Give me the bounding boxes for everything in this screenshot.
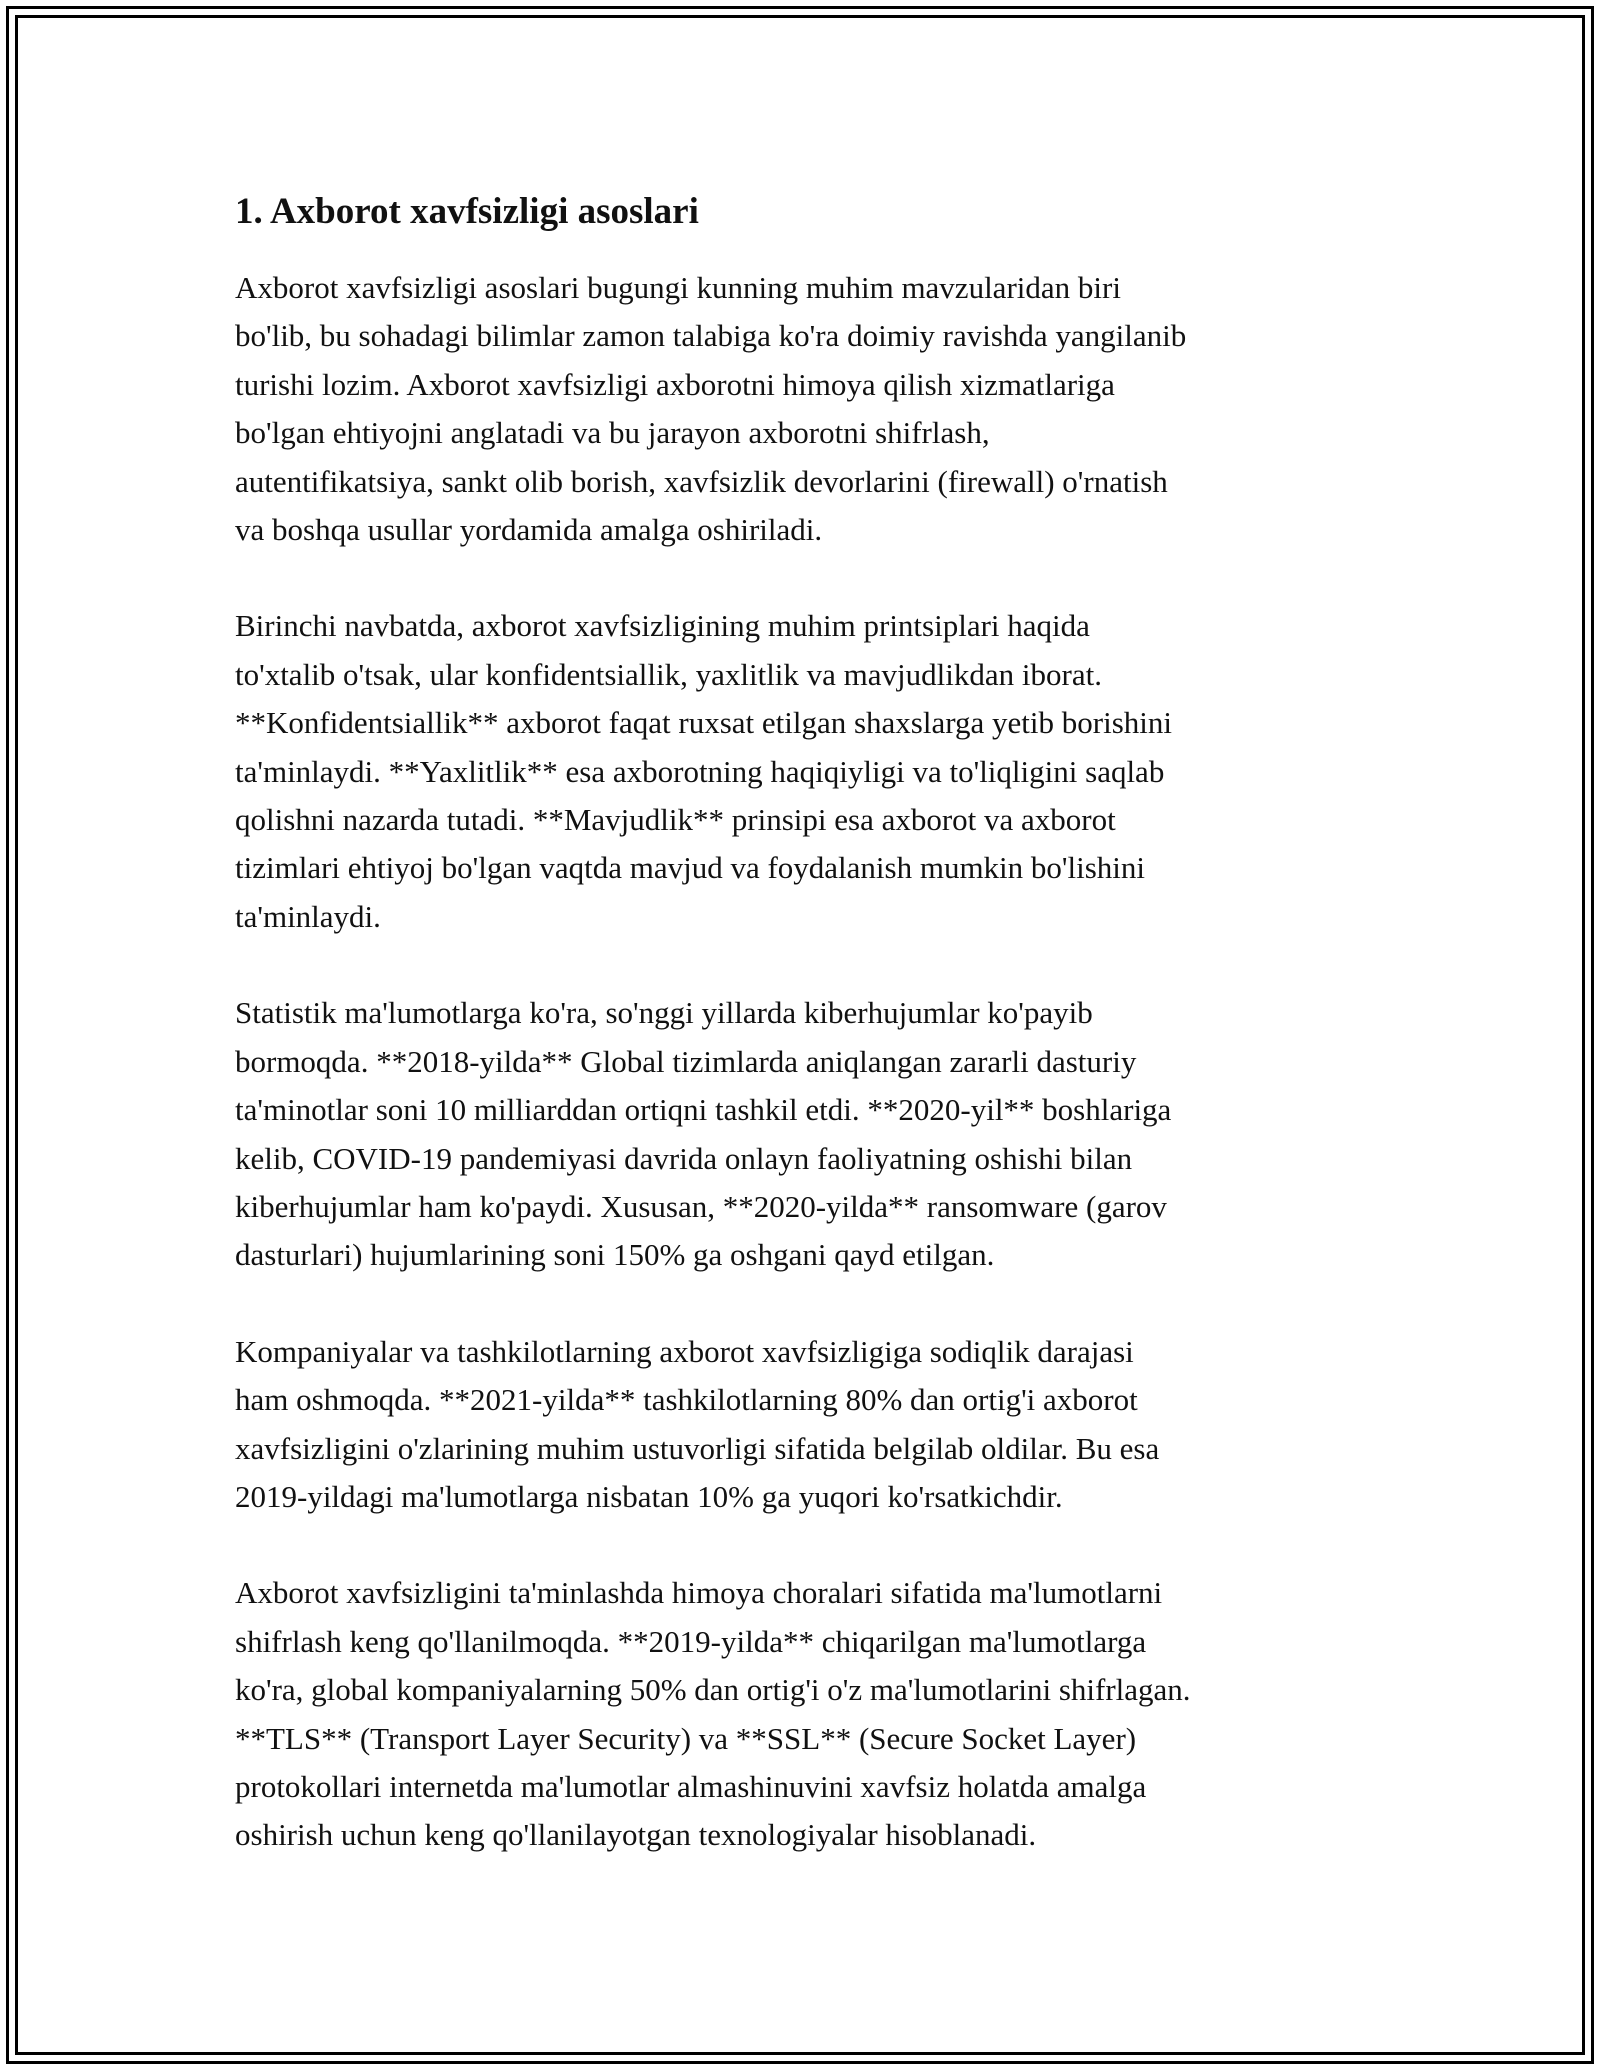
paragraph	[235, 602, 1365, 941]
paragraph-line: ta'minotlar soni 10 milliarddan ortiqni tashkil etdi. **2020-yil** boshlariga	[235, 1092, 1172, 1128]
paragraph-line: turishi lozim. Axborot xavfsizligi axborotni himoya qilish xizmatlariga	[235, 366, 1115, 402]
paragraph-line: xavfsizligini o'zlarining muhim ustuvorligi sifatida belgilab oldilar. Bu esa	[235, 1430, 1160, 1466]
paragraph-line: Birinchi navbatda, axborot xavfsizligining muhim printsiplari haqida	[235, 608, 1090, 644]
paragraph-line: Axborot xavfsizligi asoslari bugungi kunning muhim mavzularidan biri	[235, 270, 1121, 305]
paragraph-line: dasturlari) hujumlarining soni 150% ga oshgani qayd etilgan.	[235, 1237, 995, 1273]
paragraph-line: Statistik ma'lumotlarga ko'ra, so'nggi yillarda kiberhujumlar ko'payib	[235, 995, 1093, 1031]
paragraph-line: ham oshmoqda. **2021-yilda** tashkilotlarning 80% dan ortig'i axborot	[235, 1382, 1138, 1418]
paragraph	[235, 1569, 1365, 1859]
paragraph-line: bo'lgan ehtiyojni anglatadi va bu jarayon axborotni shifrlash,	[235, 415, 990, 451]
document-body	[235, 186, 1365, 1908]
paragraph-line: ko'ra, global kompaniyalarning 50% dan ortig'i o'z ma'lumotlarini shifrlagan.	[235, 1672, 1191, 1708]
paragraph-line: bormoqda. **2018-yilda** Global tizimlarda aniqlangan zararli dasturiy	[235, 1043, 1137, 1079]
paragraph	[235, 264, 1365, 554]
paragraph-line: **Konfidentsiallik** axborot faqat ruxsat etilgan shaxslarga yetib borishini	[235, 705, 1172, 741]
paragraph-line: bo'lib, bu sohadagi bilimlar zamon talabiga ko'ra doimiy ravishda yangilanib	[235, 318, 1187, 354]
paragraph-line: protokollari internetda ma'lumotlar almashinuvini xavfsiz holatda amalga	[235, 1768, 1147, 1804]
section-heading: 1. Axborot xavfsizligi asoslari	[235, 191, 699, 232]
paragraph-line: kiberhujumlar ham ko'paydi. Xususan, **2020-yilda** ransomware (garov	[235, 1188, 1167, 1224]
paragraph-line: Axborot xavfsizligini ta'minlashda himoya choralari sifatida ma'lumotlarni	[235, 1575, 1163, 1611]
paragraph-line: **TLS** (Transport Layer Security) va **SSL** (Secure Socket Layer)	[235, 1720, 1137, 1756]
paragraph-line: ta'minlaydi.	[235, 898, 381, 934]
paragraph-line: 2019-yildagi ma'lumotlarga nisbatan 10% ga yuqori ko'rsatkichdir.	[235, 1478, 1063, 1514]
paragraph-line: autentifikatsiya, sankt olib borish, xavfsizlik devorlarini (firewall) o'rnatish	[235, 463, 1168, 499]
paragraph	[235, 1328, 1365, 1522]
paragraph-line: shifrlash keng qo'llanilmoqda. **2019-yilda** chiqarilgan ma'lumotlarga	[235, 1623, 1147, 1659]
paragraph	[235, 989, 1365, 1279]
paragraph-line: va boshqa usullar yordamida amalga oshiriladi.	[235, 512, 823, 548]
paragraph-list	[235, 264, 1365, 1860]
paragraph-line: Kompaniyalar va tashkilotlarning axborot xavfsizligiga sodiqlik darajasi	[235, 1333, 1134, 1369]
paragraph-line: oshirish uchun keng qo'llanilayotgan texnologiyalar hisoblanadi.	[235, 1817, 1037, 1853]
paragraph-line: ta'minlaydi. **Yaxlitlik** esa axborotning haqiqiyligi va to'liqligini saqlab	[235, 753, 1165, 789]
paragraph-line: to'xtalib o'tsak, ular konfidentsiallik, yaxlitlik va mavjudlikdan iborat.	[235, 656, 1102, 692]
paragraph-line: kelib, COVID-19 pandemiyasi davrida onlayn faoliyatning oshishi bilan	[235, 1140, 1133, 1176]
paragraph-line: qolishni nazarda tutadi. **Mavjudlik** prinsipi esa axborot va axborot	[235, 802, 1116, 838]
paragraph-line: tizimlari ehtiyoj bo'lgan vaqtda mavjud va foydalanish mumkin bo'lishini	[235, 850, 1146, 886]
